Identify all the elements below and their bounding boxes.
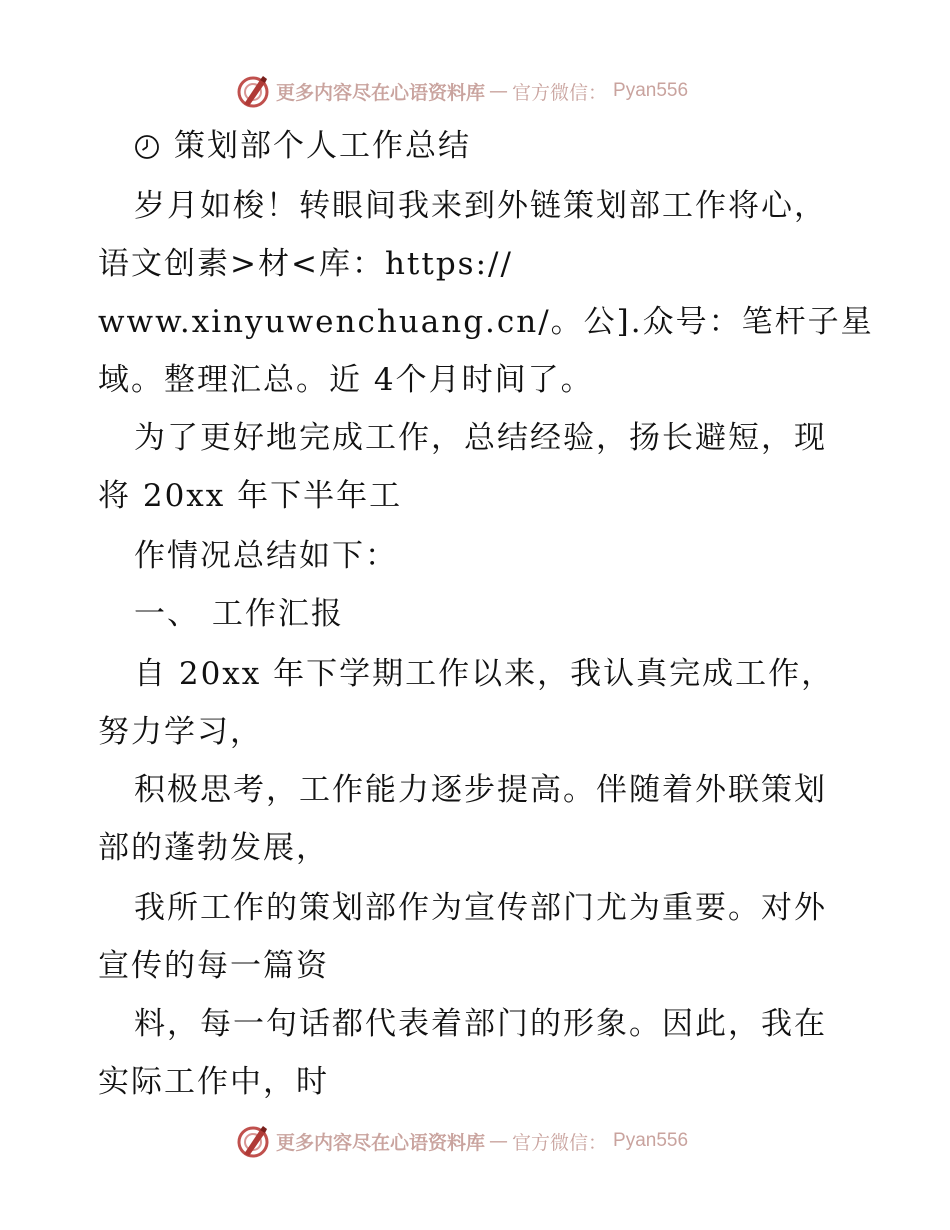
body-line: 语文创素>材<库：https://: [98, 246, 513, 282]
body-line: 努力学习，: [98, 714, 263, 750]
banner-account: Pyan556: [613, 80, 689, 101]
body-line: 料，每一句话都代表着部门的形象。因此，我在: [134, 1006, 827, 1042]
body-line: 部的蓬勃发展，: [98, 830, 329, 866]
banner-text: 更多内容尽在心语资料库: [276, 81, 486, 104]
body-line: 作情况总结如下：: [134, 538, 398, 574]
body-line: 域。整理汇总。近 4个月时间了。: [98, 362, 594, 398]
clock-icon: [134, 134, 160, 160]
banner-wechat-label: 官方微信：: [512, 81, 608, 104]
body-line: 为了更好地完成工作，总结经验，扬长避短，现: [134, 420, 827, 456]
body-line: 宣传的每一篇资: [98, 948, 329, 984]
banner-text: 更多内容尽在心语资料库: [276, 1131, 486, 1154]
pen-logo-icon: [236, 1124, 270, 1158]
banner-dash: —: [489, 80, 509, 102]
banner-account: Pyan556: [613, 1130, 689, 1151]
body-line: 将 20xx 年下半年工: [98, 478, 403, 514]
body-line: 自 20xx 年下学期工作以来，我认真完成工作，: [134, 656, 835, 692]
banner-wechat-label: 官方微信：: [512, 1131, 608, 1154]
footer-banner: [236, 1122, 688, 1160]
body-line: 实际工作中，时: [98, 1064, 329, 1100]
section-heading: 一、 工作汇报: [134, 596, 344, 632]
doc-title: 策划部个人工作总结: [174, 128, 471, 164]
body-line: 岁月如梭！转眼间我来到外链策划部工作将心，: [134, 188, 827, 224]
body-line: 积极思考，工作能力逐步提高。伴随着外联策划: [134, 772, 827, 808]
header-banner: [236, 72, 688, 110]
body-line: www.xinyuwenchuang.cn/。公].众号：笔杆子星: [98, 304, 874, 340]
body-line: 我所工作的策划部作为宣传部门尤为重要。对外: [134, 890, 827, 926]
pen-logo-icon: [236, 74, 270, 108]
banner-dash: —: [489, 1130, 509, 1152]
doc-title-row: [134, 126, 471, 166]
